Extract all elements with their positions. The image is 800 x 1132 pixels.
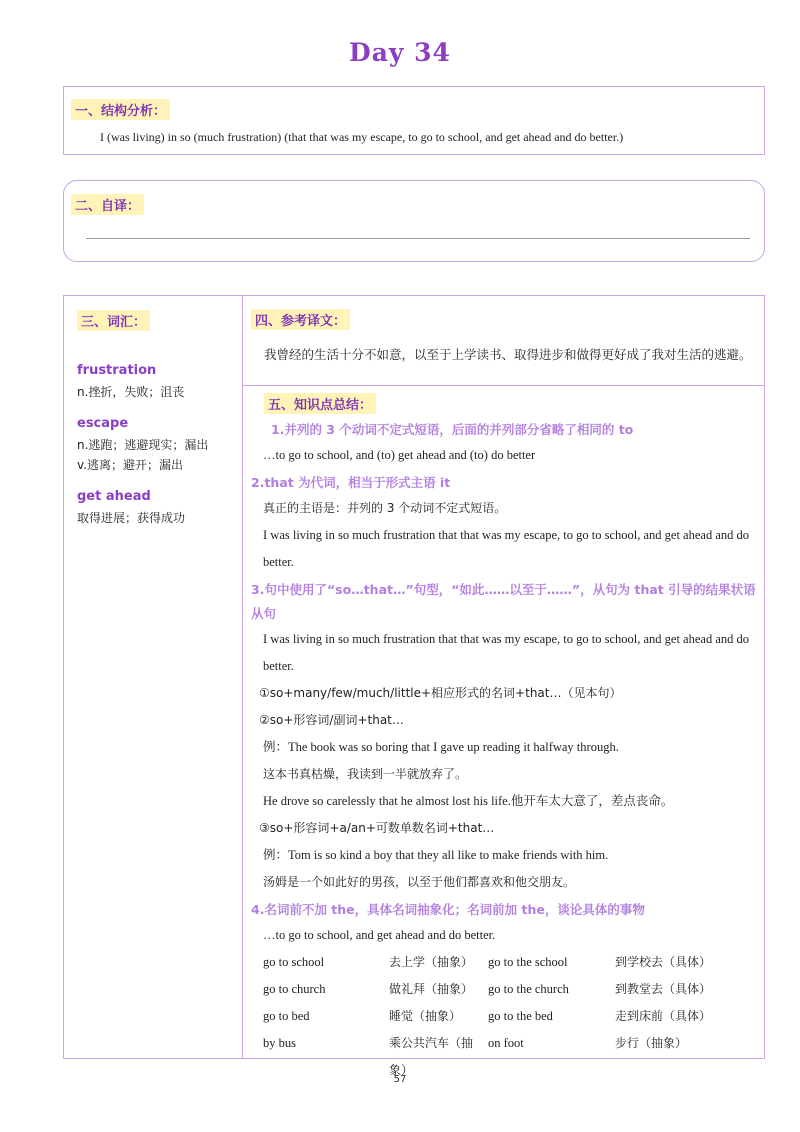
phrase-abstract: go to bed: [263, 1009, 310, 1023]
phrase-abstract: go to school: [263, 955, 325, 969]
phrase-abstract: go to church: [263, 982, 326, 996]
phrase-abstract: by bus: [263, 1036, 296, 1050]
meaning-abstract: 去上学（抽象）: [389, 955, 474, 969]
phrase-specific: go to the school: [488, 955, 568, 969]
point-3-example-2: He drove so carelessly that he almost lost his life.他开车太大意了，差点丧命。: [263, 794, 674, 808]
phrase-specific: go to the bed: [488, 1009, 553, 1023]
phrase-specific: go to the church: [488, 982, 569, 996]
meaning-specific: 到学校去（具体）: [615, 955, 712, 969]
vocab-def: n.挫折，失败；沮丧: [77, 385, 185, 399]
point-3-rule-1: ①so+many/few/much/little+相应形式的名词+that…（见本句）: [259, 686, 622, 700]
point-3-rule-2: ②so+形容词/副词+that…: [259, 713, 404, 727]
self-translation-label: 二、自译：: [71, 194, 144, 215]
point-3-example-1-cn: 这本书真枯燥，我读到一半就放弃了。: [263, 767, 468, 781]
vocab-section: [77, 310, 237, 528]
meaning-abstract: 做礼拜（抽象）: [389, 982, 474, 996]
point-4-heading: 4.名词前不加 the，具体名词抽象化；名词前加 the，谈论具体的事物: [251, 902, 645, 917]
phrase-specific: on foot: [488, 1036, 524, 1050]
point-3-text: I was living in so much frustration that that was my escape, to go to school, and get ahead and do better.: [263, 632, 749, 673]
vocab-label: 三、词汇：: [77, 310, 150, 331]
knowledge-label: 五、知识点总结：: [264, 393, 376, 414]
structure-label: 一、结构分析：: [71, 99, 170, 120]
point-3-example-3-cn: 汤姆是一个如此好的男孩，以至于他们都喜欢和他交朋友。: [263, 875, 576, 889]
point-2-text: 真正的主语是：并列的 3 个动词不定式短语。: [263, 501, 507, 515]
vocab-word: frustration: [77, 363, 157, 378]
reference-section: [251, 309, 756, 367]
vocab-word: get ahead: [77, 489, 151, 504]
point-2-heading: 2.that 为代词，相当于形式主语 it: [251, 475, 451, 490]
comparison-row: [251, 949, 759, 976]
meaning-specific: 步行（抽象）: [615, 1036, 688, 1050]
row-divider: [243, 385, 764, 386]
comparison-row: [251, 1003, 759, 1030]
page-number: 57: [393, 1074, 407, 1085]
comparison-row: [251, 976, 759, 1003]
meaning-specific: 到教堂去（具体）: [615, 982, 712, 996]
column-divider: [242, 296, 243, 1058]
vocab-def: 取得进展；获得成功: [77, 511, 186, 525]
self-translation-box: [63, 180, 765, 262]
vocab-def: v.逃离；避开；漏出: [77, 458, 183, 472]
meaning-abstract: 睡觉（抽象）: [389, 1009, 462, 1023]
point-3-rule-3: ③so+形容词+a/an+可数单数名词+that…: [259, 821, 495, 835]
point-3-example-1: 例：The book was so boring that I gave up reading it halfway through.: [263, 740, 619, 754]
reference-text: 我曾经的生活十分不如意，以至于上学读书、取得进步和做得更好成了我对生活的逃避。: [264, 347, 752, 362]
meaning-specific: 走到床前（具体）: [615, 1009, 712, 1023]
meaning-abstract: 乘公共汽车（抽象）: [389, 1036, 474, 1077]
knowledge-section: [251, 393, 759, 1084]
notes-table: [63, 295, 765, 1077]
point-2-example: I was living in so much frustration that that was my escape, to go to school, and get ahead and do better.: [263, 528, 749, 569]
point-1-text: …to go to school, and (to) get ahead and (to) do better: [263, 448, 536, 462]
point-1-heading: 1.并列的 3 个动词不定式短语，后面的并列部分省略了相同的 to: [271, 422, 634, 437]
structure-analysis-box: [63, 86, 765, 155]
vocab-word: escape: [77, 416, 129, 431]
answer-line: [86, 238, 750, 239]
point-3-heading: 3.句中使用了“so…that…”句型，“如此……以至于……”，从句为 that 引导的结果状语从句: [251, 582, 756, 621]
vocab-def: n.逃跑；逃避现实；漏出: [77, 438, 209, 452]
reference-label: 四、参考译文：: [251, 309, 350, 330]
point-3-example-3: 例：Tom is so kind a boy that they all like to make friends with him.: [263, 848, 609, 862]
page-title: Day 34: [349, 38, 451, 67]
point-4-text: …to go to school, and get ahead and do better.: [263, 928, 496, 942]
structure-sentence: I (was living) in so (much frustration) (that that was my escape, to go to school, and get ahead and do better.): [100, 130, 624, 144]
